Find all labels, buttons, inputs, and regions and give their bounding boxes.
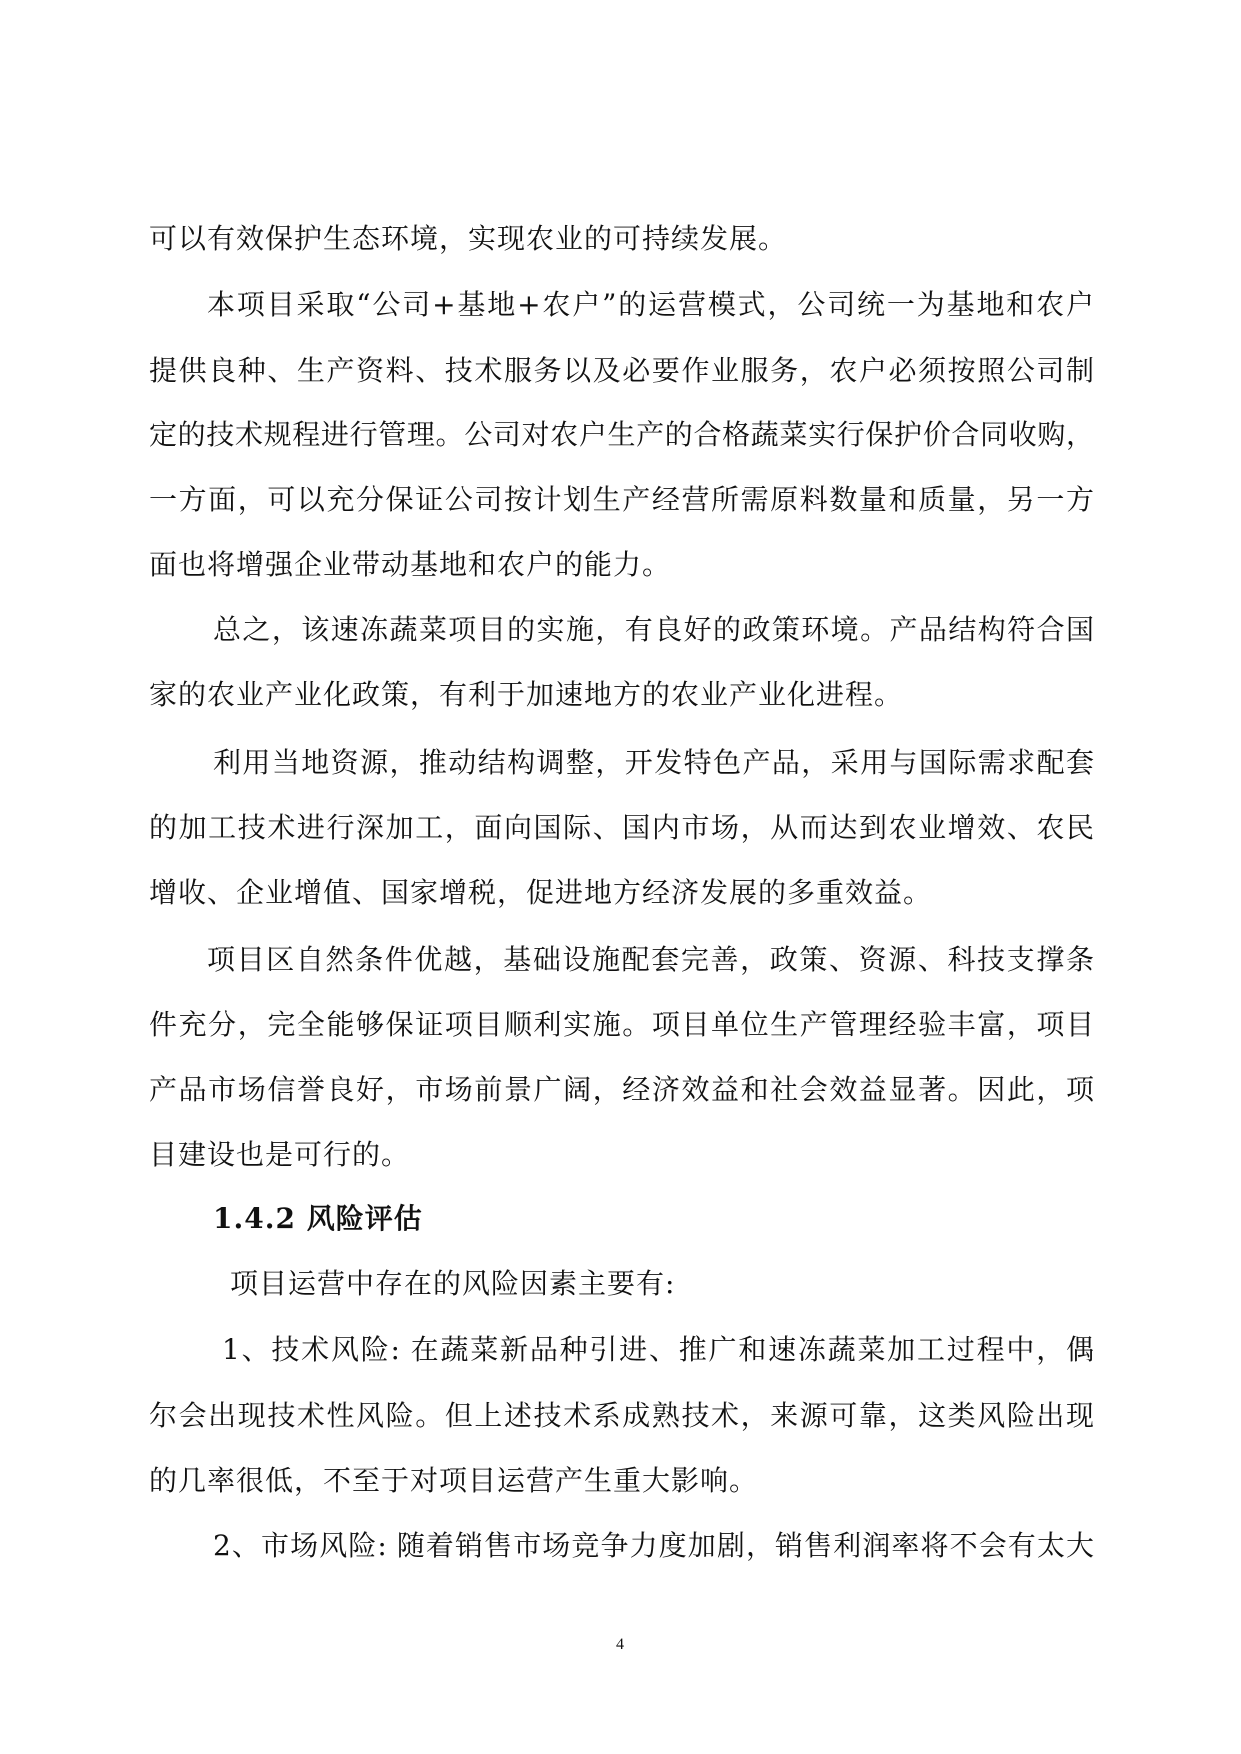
paragraph-line: 项目运营中存在的风险因素主要有: — [230, 1267, 676, 1300]
paragraph-line: 1、技术风险: 在蔬菜新品种引进、推广和速冻蔬菜加工过程中，偶 — [222, 1333, 1094, 1366]
paragraph-line: 目建设也是可行的。 — [149, 1138, 411, 1171]
paragraph-line: 定的技术规程进行管理。公司对农户生产的合格蔬菜实行保护价合同收购， — [149, 418, 1094, 451]
paragraph-line: 一方面，可以充分保证公司按计划生产经营所需原料数量和质量，另一方 — [149, 483, 1094, 516]
paragraph-line: 产品市场信誉良好，市场前景广阔，经济效益和社会效益显著。因此，项 — [149, 1073, 1094, 1106]
paragraph-line: 项目区自然条件优越，基础设施配套完善，政策、资源、科技支撑条 — [207, 943, 1094, 976]
paragraph-line: 利用当地资源，推动结构调整，开发特色产品，采用与国际需求配套 — [213, 746, 1094, 779]
paragraph-line: 家的农业产业化政策，有利于加速地方的农业产业化进程。 — [149, 678, 904, 711]
paragraph-line: 本项目采取“公司+基地+农户”的运营模式，公司统一为基地和农户 — [207, 288, 1094, 321]
paragraph-line: 2、市场风险: 随着销售市场竞争力度加剧，销售利润率将不会有太大 — [213, 1529, 1094, 1562]
paragraph-line: 的加工技术进行深加工，面向国际、国内市场，从而达到农业增效、农民 — [149, 811, 1094, 844]
paragraph-line: 增收、企业增值、国家增税，促进地方经济发展的多重效益。 — [149, 876, 933, 909]
section-heading: 1.4.2 风险评估 — [213, 1202, 423, 1235]
paragraph-line: 的几率很低，不至于对项目运营产生重大影响。 — [149, 1464, 759, 1497]
paragraph-line: 提供良种、生产资料、技术服务以及必要作业服务，农户必须按照公司制 — [149, 354, 1094, 387]
paragraph-line: 件充分，完全能够保证项目顺利实施。项目单位生产管理经验丰富，项目 — [149, 1008, 1094, 1041]
paragraph-line: 可以有效保护生态环境，实现农业的可持续发展。 — [149, 222, 788, 255]
paragraph-line: 总之，该速冻蔬菜项目的实施，有良好的政策环境。产品结构符合国 — [213, 613, 1094, 646]
page-number: 4 — [616, 1636, 624, 1653]
paragraph-line: 尔会出现技术性风险。但上述技术系成熟技术，来源可靠，这类风险出现 — [149, 1399, 1094, 1432]
paragraph-line: 面也将增强企业带动基地和农户的能力。 — [149, 548, 672, 581]
